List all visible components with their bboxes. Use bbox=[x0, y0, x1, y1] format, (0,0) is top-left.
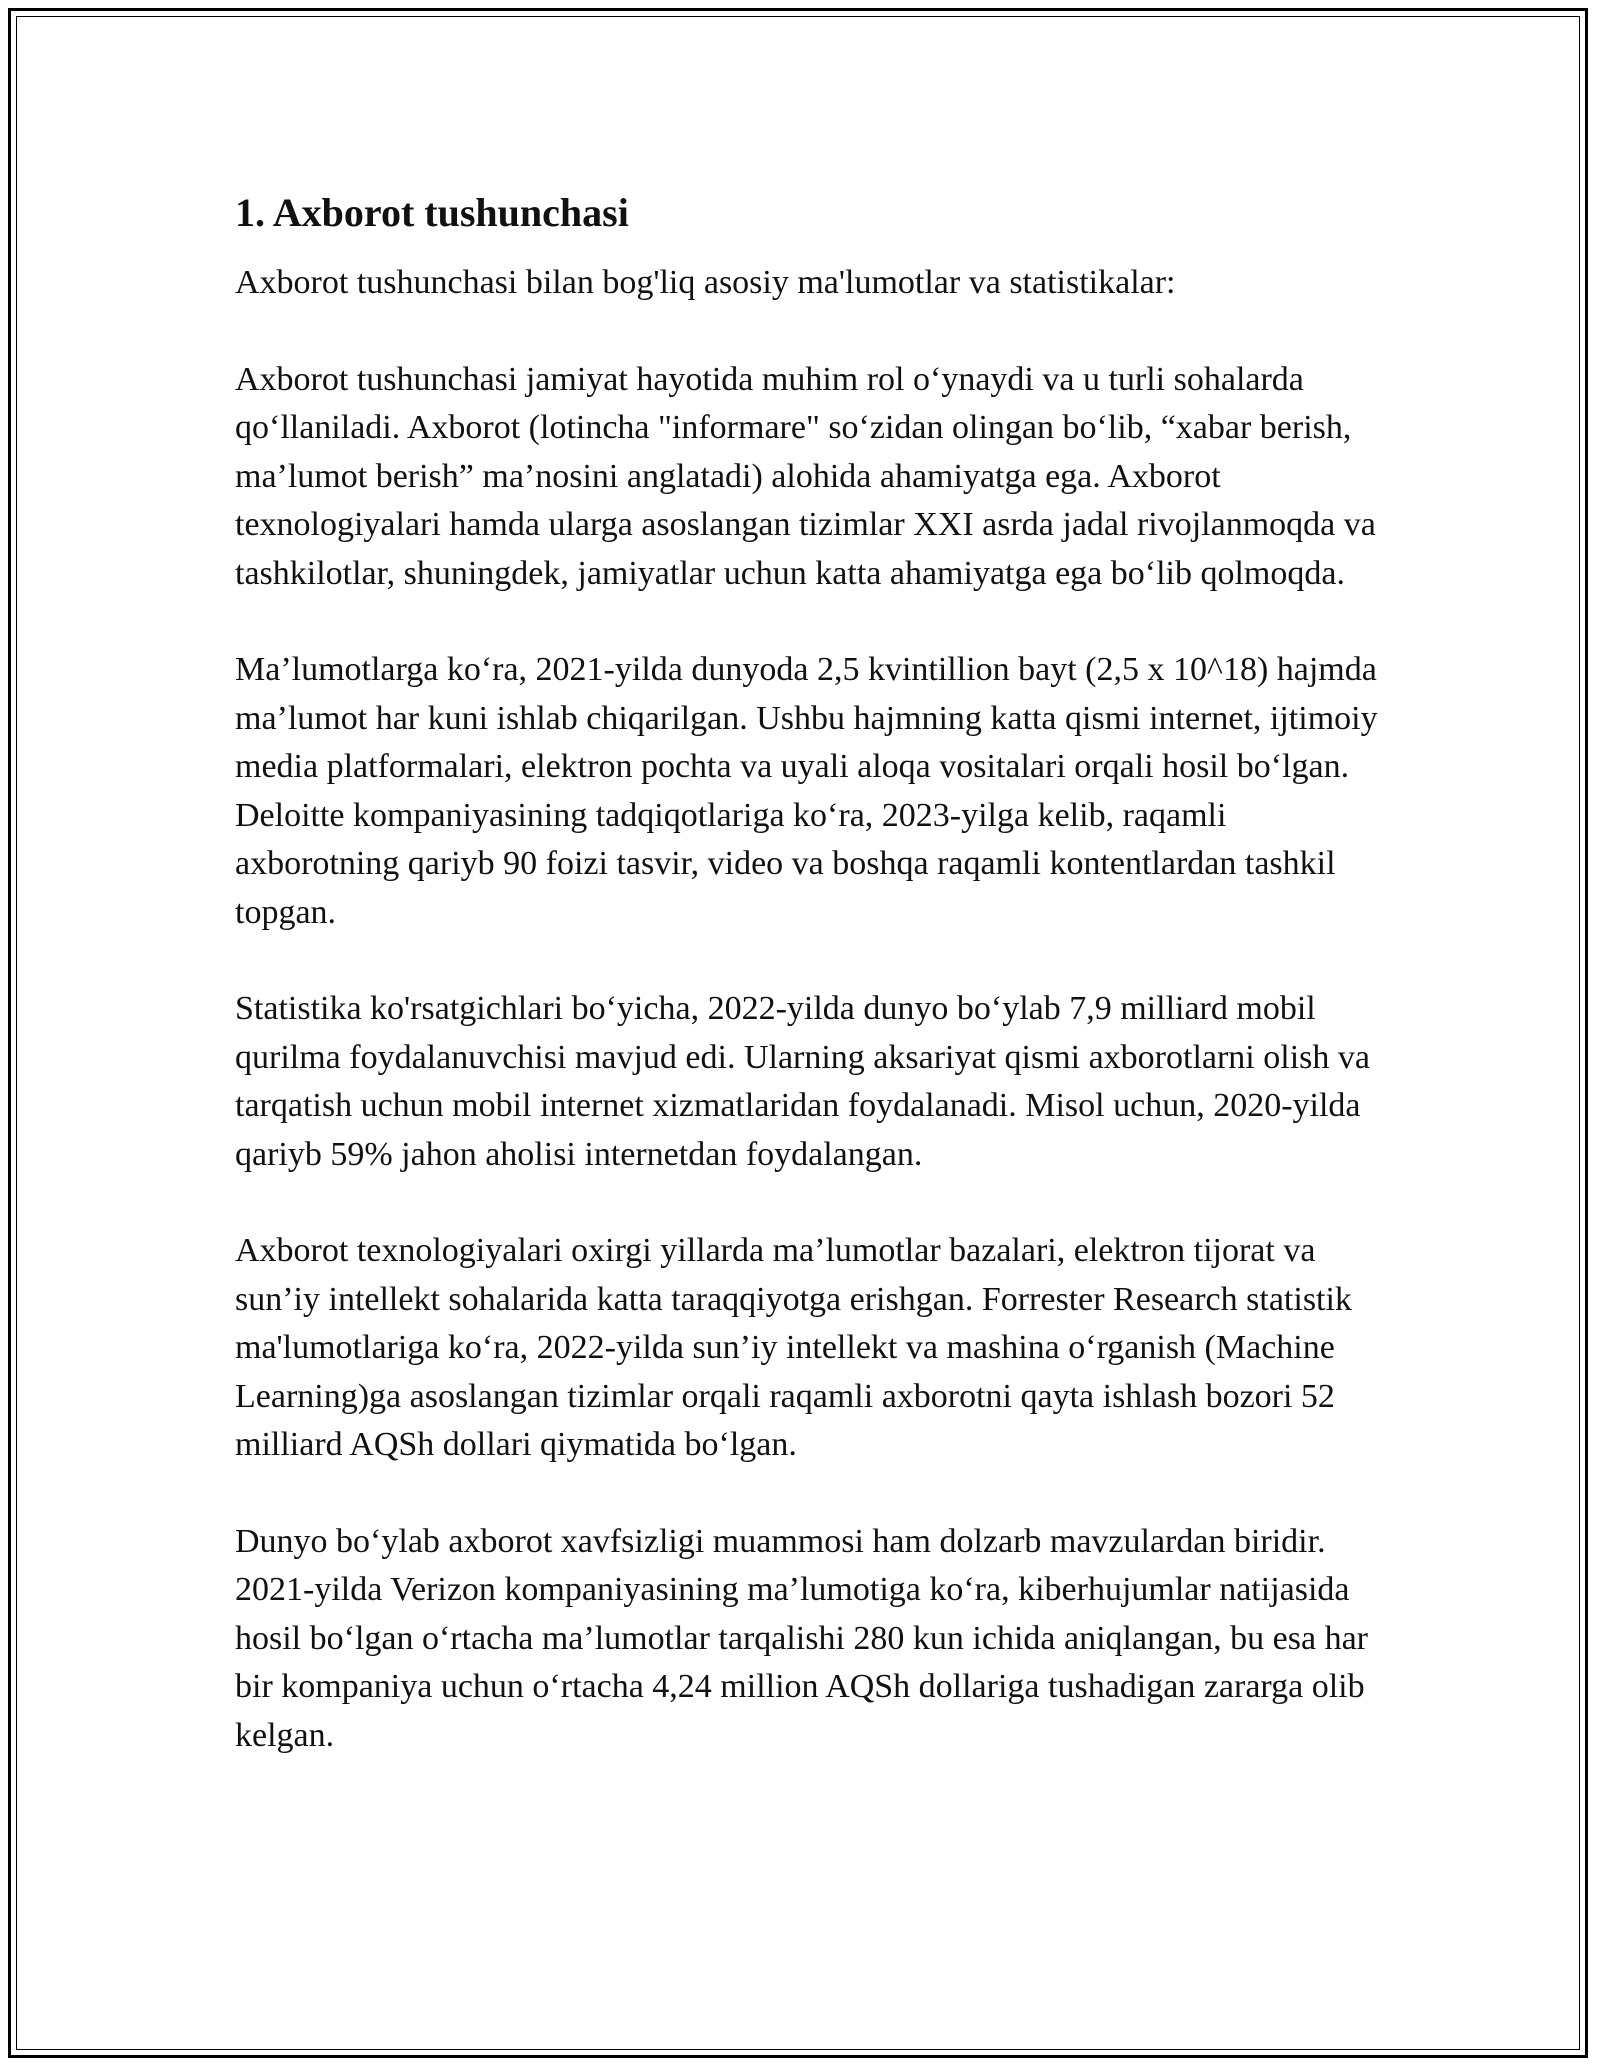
intro-paragraph: Axborot tushunchasi bilan bog'liq asosiy ma'lumotlar va statistikalar: bbox=[235, 264, 1176, 301]
paragraph-5: Dunyo bo‘ylab axborot xavfsizligi muammosi ham dolzarb mavzulardan biridir. 2021-yilda Verizon kompaniyasining ma’lumotiga ko‘ra, kiberhujumlar natijasida hosil bo‘lgan o‘rtacha ma’lumotlar tarqalishi 280 kun ichida aniqlangan, bu esa har bir kompaniya uchun o‘rtacha 4,24 million AQSh dollariga tushadigan zararga olib kelgan. bbox=[235, 1522, 1368, 1754]
paragraph-3: Statistika ko'rsatgichlari bo‘yicha, 2022-yilda dunyo bo‘ylab 7,9 milliard mobil qurilma foydalanuvchisi mavjud edi. Ularning aksariyat qismi axborotlarni olish va tarqatish uchun mobil internet xizmatlaridan foydalanadi. Misol uchun, 2020-yilda qariyb 59% jahon aholisi internetdan foydalangan. bbox=[235, 990, 1370, 1173]
section-heading: 1. Axborot tushunchasi bbox=[235, 190, 629, 235]
paragraph-2: Ma’lumotlarga ko‘ra, 2021-yilda dunyoda 2,5 kvintillion bayt (2,5 x 10^18) hajmda ma’lumot har kuni ishlab chiqarilgan. Ushbu hajmning katta qismi internet, ijtimoiy media platformalari, elektron pochta va uyali aloqa vositalari orqali hosil bo‘lgan. Deloitte kompaniyasining tadqiqotlariga ko‘ra, 2023-yilga kelib, raqamli axborotning qariyb 90 foizi tasvir, video va boshqa raqamli kontentlardan tashkil topgan. bbox=[235, 651, 1378, 931]
paragraph-1: Axborot tushunchasi jamiyat hayotida muhim rol o‘ynaydi va u turli sohalarda qo‘llaniladi. Axborot (lotincha "informare" so‘zidan olingan bo‘lib, “xabar berish, ma’lumot berish” ma’nosini anglatadi) alohida ahamiyatga ega. Axborot texnologiyalari hamda ularga asoslangan tizimlar XXI asrda jadal rivojlanmoqda va tashkilotlar, shuningdek, jamiyatlar uchun katta ahamiyatga ega bo‘lib qolmoqda. bbox=[235, 360, 1376, 592]
document-body bbox=[235, 183, 1395, 1808]
paragraph-4: Axborot texnologiyalari oxirgi yillarda ma’lumotlar bazalari, elektron tijorat va sun’iy intellekt sohalarida katta taraqqiyotga erishgan. Forrester Research statistik ma'lumotlariga ko‘ra, 2022-yilda sun’iy intellekt va mashina o‘rganish (Machine Learning)ga asoslangan tizimlar orqali raqamli axborotni qayta ishlash bozori 52 milliard AQSh dollari qiymatida bo‘lgan. bbox=[235, 1232, 1352, 1463]
